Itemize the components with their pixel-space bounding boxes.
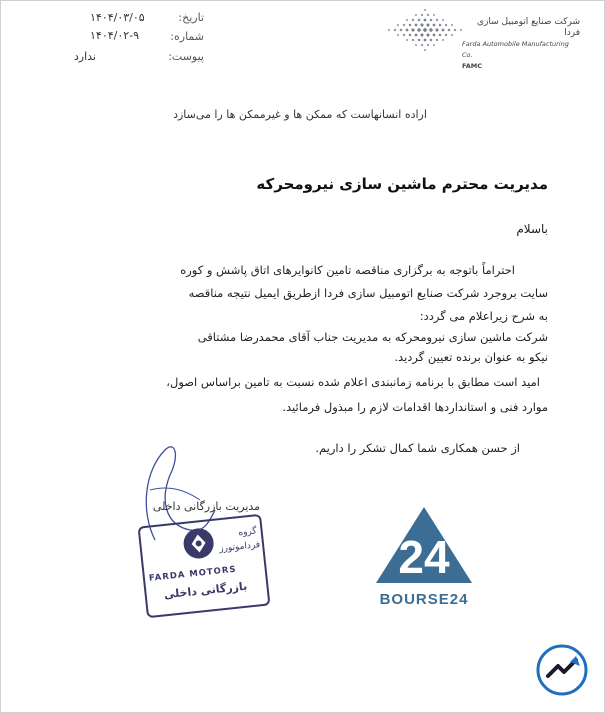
logo-dot [420, 23, 424, 27]
logo-dot [408, 23, 411, 26]
logo-dot [427, 14, 430, 17]
logo-dot [406, 39, 408, 41]
logo-dot [451, 34, 453, 36]
logo-dot [412, 39, 415, 42]
logo-dot [432, 33, 436, 37]
logo-dot [424, 9, 426, 11]
logo-dot [415, 14, 417, 16]
logo-dot [429, 18, 432, 21]
logo-dot [426, 23, 430, 27]
logo-dot [438, 23, 441, 26]
greeting: باسلام [516, 222, 548, 236]
logo-dot [399, 28, 402, 31]
logo-dot [427, 44, 430, 47]
logo-dot [423, 38, 426, 41]
closing: از حسن همکاری شما کمال تشکر را داریم. [315, 441, 520, 455]
company-name-block [462, 17, 580, 72]
logo-dot [447, 28, 450, 31]
logo-dot [394, 29, 397, 32]
logo-dot [417, 28, 421, 32]
logo-dot [423, 28, 428, 33]
bourse24-watermark [372, 505, 476, 608]
logo-dot [436, 19, 439, 22]
logo-dot [420, 33, 424, 37]
logo-dot [424, 49, 426, 51]
company-stamp [138, 514, 271, 618]
logo-dot [414, 33, 418, 37]
logo-dot [411, 28, 415, 32]
date-label: تاریخ: [178, 11, 204, 24]
body-line: نیکو به عنوان برنده تعیین گردید. [394, 350, 548, 364]
stamp-company: فرداموتورز [218, 540, 261, 555]
bourse24-brand: BOURSE24 [379, 591, 469, 608]
logo-dot [388, 29, 390, 31]
date-value: ۱۴۰۴/۰۳/۰۵ [90, 11, 145, 24]
logo-dot [445, 34, 448, 37]
logo-dot [426, 33, 430, 37]
badge-logo [536, 644, 588, 696]
logo-dot [397, 24, 399, 26]
company-abbr: FAMC [462, 62, 482, 70]
number-value: ۱۴۰۴/۰۲-۹ [90, 29, 140, 42]
logo-dot [412, 19, 415, 22]
company-name-fa: شرکت صنایع اتومبیل سازی فردا [476, 17, 580, 38]
logo-dot [433, 44, 435, 46]
bourse24-logo-icon [372, 505, 476, 585]
logo-dot [421, 14, 424, 17]
logo-dot [441, 28, 445, 32]
logo-dot [433, 14, 435, 16]
stamp-brand: FARDA MOTORS [148, 564, 238, 584]
body-line: سایت بروجرد شرکت صنایع اتومبیل سازی فردا ازطریق ایمیل نتیجه مناقصه [188, 286, 548, 300]
logo-dot [454, 29, 457, 32]
attachment-label: پیوست: [168, 50, 204, 63]
body-line: موارد فنی و استانداردها اقدامات لازم را مبذول فرمائید. [282, 400, 548, 414]
logo-dot [406, 19, 408, 21]
stamp-emblem-icon [182, 527, 215, 560]
diamond-pattern-icon [380, 5, 470, 55]
attachment-value: ندارد [73, 50, 96, 63]
logo-dot [438, 33, 441, 36]
stamp-dept: بازرگانی داخلی [163, 579, 248, 602]
logo-dot [423, 18, 426, 21]
logo-dot [429, 38, 432, 41]
logo-dot [445, 24, 448, 27]
logo-dot [435, 28, 439, 32]
logo-dot [429, 28, 433, 32]
logo-dot [405, 28, 409, 32]
recipient-title: مدیریت محترم ماشین سازی نیرومحرکه [256, 175, 548, 193]
logo-dot [415, 44, 417, 46]
body-line: احتراماً باتوجه به برگزاری مناقصه تامین کانوایرهای اتاق پاشش و کوره [180, 263, 515, 277]
logo-dot [417, 38, 420, 41]
company-logo [380, 5, 470, 55]
logo-dot [436, 39, 439, 42]
body-line: شرکت ماشین سازی نیرومحرکه به مدیریت جناب آقای محمدرضا مشتاقی [197, 330, 548, 344]
logo-dot [417, 18, 420, 21]
logo-dot [414, 23, 418, 27]
body-line: امید است مطابق با برنامه زمانبندی اعلام شده نسبت به تامین براساس اصول، [166, 375, 540, 389]
logo-dot [397, 34, 399, 36]
logo-dot [432, 23, 436, 27]
logo-dot [408, 33, 411, 36]
company-name-en: Farda Automobile Manufacturing Co. [462, 40, 569, 59]
signature-title: مدیریت بازرگانی داخلی [152, 500, 260, 513]
motto: اراده انسانهاست که ممکن ها و غیرممکن ها را می‌سازد [173, 108, 427, 121]
logo-dot [442, 19, 444, 21]
logo-dot [442, 39, 444, 41]
logo-dot [421, 44, 424, 47]
number-label: شماره: [170, 30, 204, 43]
stamp-group: گروه [237, 526, 258, 539]
logo-dot [403, 24, 406, 27]
body-line: به شرح زیراعلام می گردد: [419, 309, 548, 323]
logo-dot [451, 24, 453, 26]
logo-dot [403, 34, 406, 37]
bourse24-number: 24 [398, 531, 450, 583]
trend-arrow-icon [536, 644, 588, 696]
